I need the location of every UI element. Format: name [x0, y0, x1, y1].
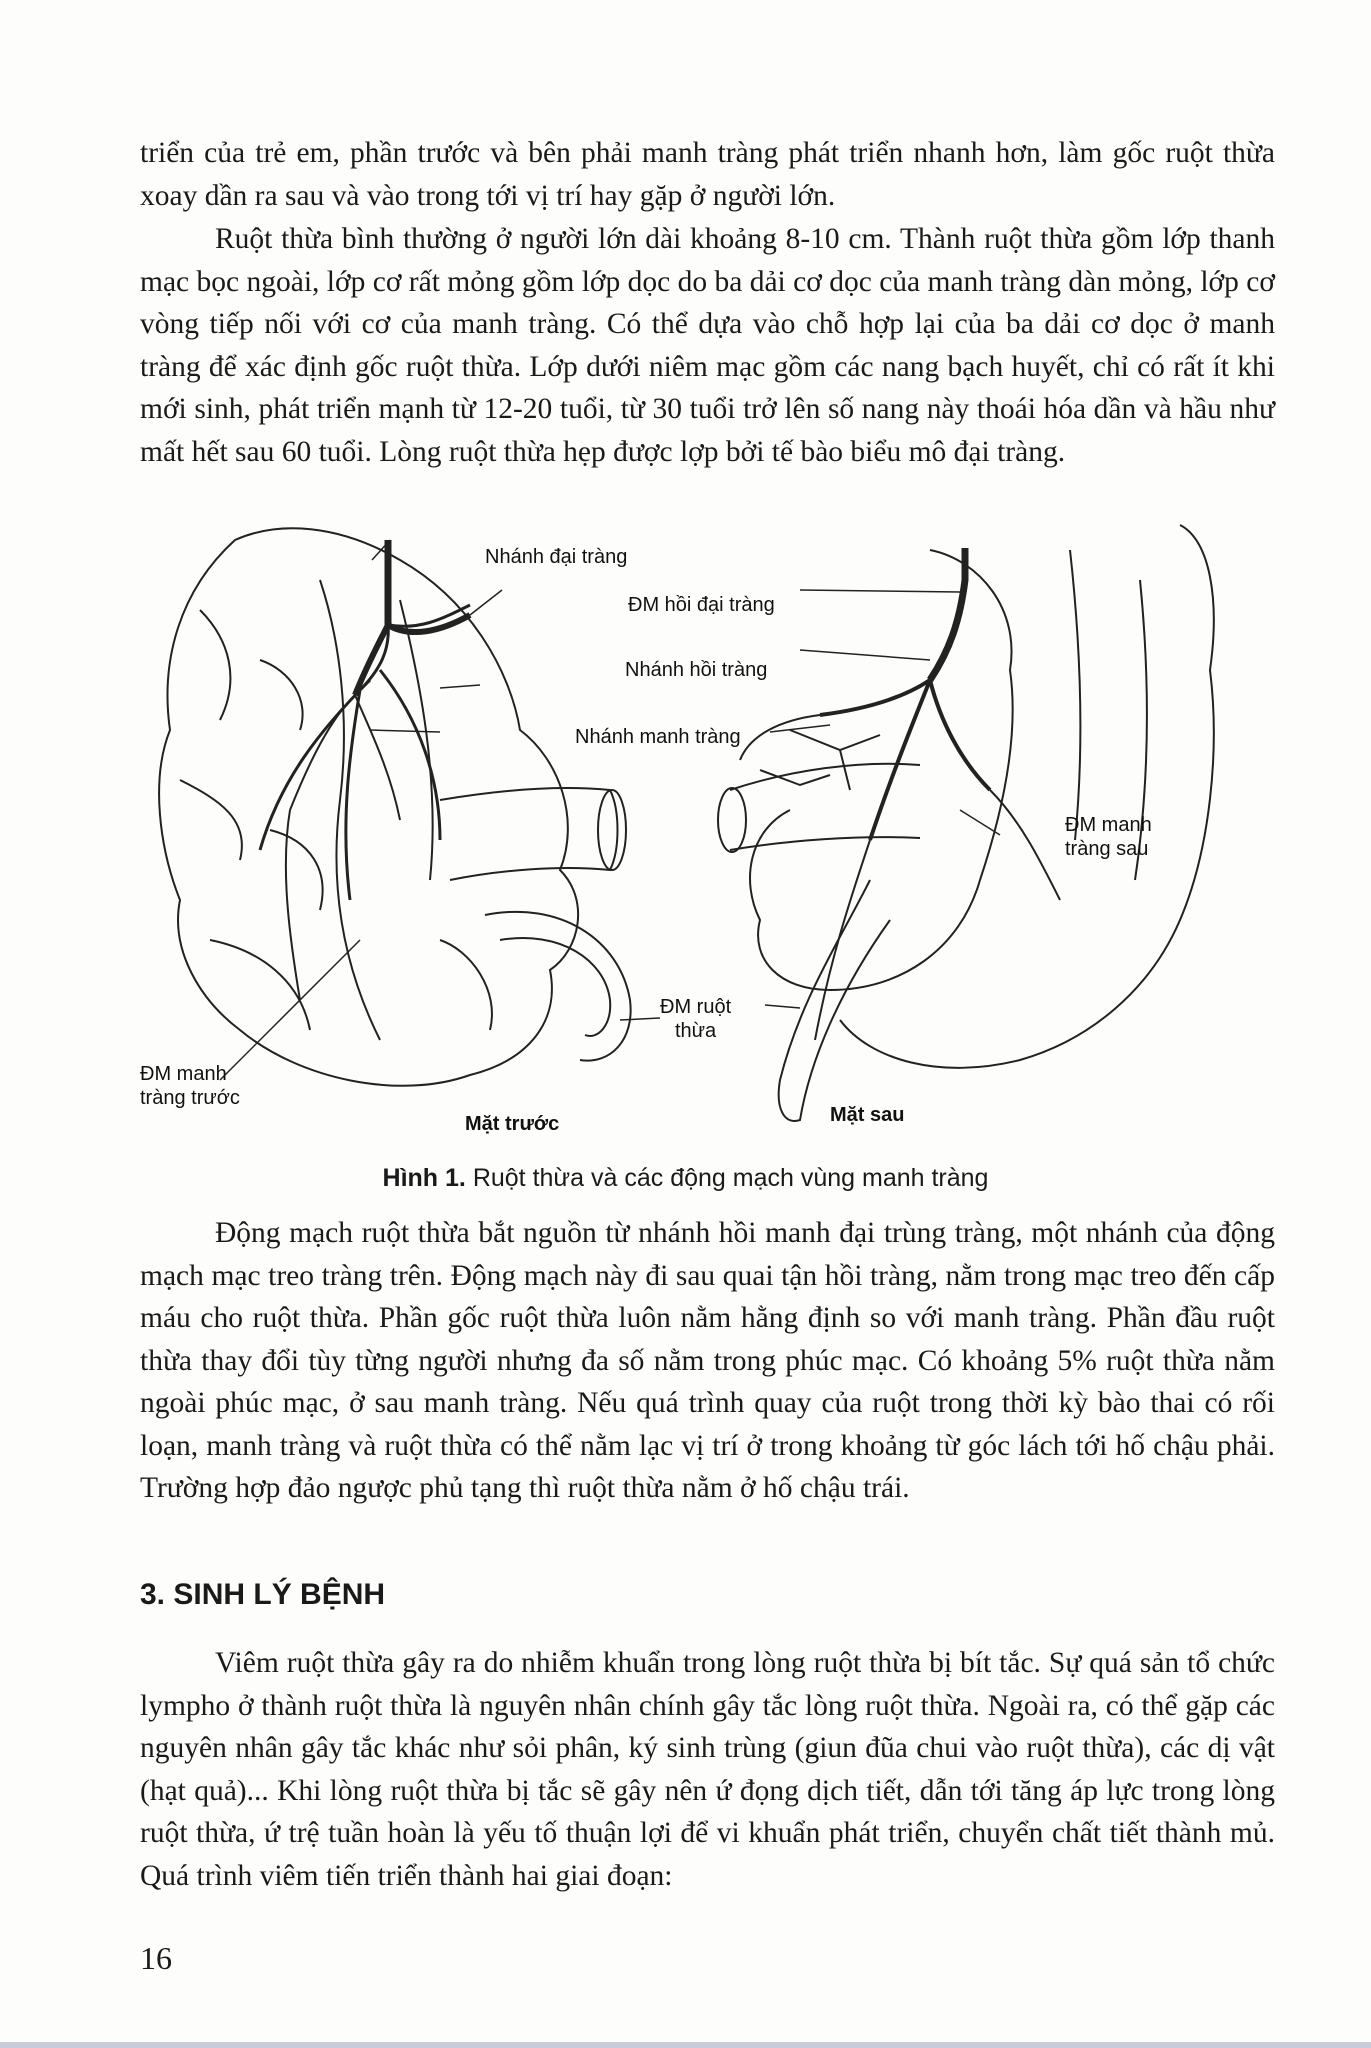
figure-caption — [0, 1162, 1371, 1194]
paragraph-3: Động mạch ruột thừa bắt nguồn từ nhánh hồi manh đại trùng tràng, một nhánh của động mạch mạc treo tràng trên. Động mạch này đi sau quai tận hồi tràng, nằm trong mạc treo đến cấp máu cho ruột thừa. Phần gốc ruột thừa luôn nằm hằng định so với manh tràng. Phần đầu ruột thừa thay đổi tùy từng người nhưng đa số nằm trong phúc mạc. Có khoảng 5% ruột thừa nằm ngoài phúc mạc, ở sau manh tràng. Nếu quá trình quay của ruột trong thời kỳ bào thai có rối loạn, manh tràng và ruột thừa có thể nằm lạc vị trí ở trong khoảng từ góc lách tới hố chậu phải. Trường hợp đảo ngược phủ tạng thì ruột thừa nằm ở hố chậu trái. — [140, 1217, 1275, 1504]
paragraph-1: triển của trẻ em, phần trước và bên phải manh tràng phát triển nhanh hơn, làm gốc ruột thừa xoay dần ra sau và vào trong tới vị trí hay gặp ở người lớn. — [140, 137, 1275, 212]
label-dm-manh-trang-truoc: ĐM manh tràng trước — [140, 1063, 240, 1109]
label-nhanh-manh-trang: Nhánh manh tràng — [575, 726, 741, 748]
label-nhanh-hoi-trang: Nhánh hồi tràng — [625, 659, 768, 681]
paragraph-4: Viêm ruột thừa gây ra do nhiễm khuẩn trong lòng ruột thừa bị bít tắc. Sự quá sản tổ chức lympho ở thành ruột thừa là nguyên nhân chính gây tắc lòng ruột thừa. Ngoài ra, có thể gặp các nguyên nhân gây tắc khác như sỏi phân, ký sinh trùng (giun đũa chui vào ruột thừa), các dị vật (hạt quả)... Khi lòng ruột thừa bị tắc sẽ gây nên ứ đọng dịch tiết, dẫn tới tăng áp lực trong lòng ruột thừa, ứ trệ tuần hoàn là yếu tố thuận lợi để vi khuẩn phát triển, chuyển chất tiết thành mủ. Quá trình viêm tiến triển thành hai giai đoạn: — [140, 1647, 1275, 1892]
figure-appendix-arteries — [140, 520, 1275, 1150]
page-number: 16 — [140, 1940, 172, 1976]
page-bottom-edge — [0, 2042, 1371, 2048]
caption-label: Hình 1. — [382, 1164, 466, 1192]
label-mat-sau: Mặt sau — [830, 1104, 905, 1126]
label-dm-manh-trang-sau: ĐM manh tràng sau — [1065, 814, 1152, 860]
paragraph-2: Ruột thừa bình thường ở người lớn dài khoảng 8-10 cm. Thành ruột thừa gồm lớp thanh mạc bọc ngoài, lớp cơ rất mỏng gồm lớp dọc do ba dải cơ dọc của manh tràng dàn mỏng, lớp cơ vòng tiếp nối với cơ của manh tràng. Có thể dựa vào chỗ hợp lại của ba dải cơ dọc ở manh tràng để xác định gốc ruột thừa. Lớp dưới niêm mạc gồm các nang bạch huyết, chỉ có rất ít khi mới sinh, phát triển mạnh từ 12-20 tuổi, từ 30 tuổi trở lên số nang này thoái hóa dần và hầu như mất hết sau 60 tuổi. Lòng ruột thừa hẹp được lợp bởi tế bào biểu mô đại tràng. — [140, 223, 1275, 468]
label-dm-hoi-dai-trang: ĐM hồi đại tràng — [628, 594, 775, 616]
label-nhanh-dai-trang: Nhánh đại tràng — [485, 546, 628, 568]
label-dm-ruot-thua: ĐM ruột thừa — [660, 996, 732, 1042]
caption-text: Ruột thừa và các động mạch vùng manh tràng — [472, 1164, 989, 1192]
section-heading: 3. SINH LÝ BỆNH — [140, 1578, 386, 1611]
label-mat-truoc: Mặt trước — [465, 1113, 560, 1135]
